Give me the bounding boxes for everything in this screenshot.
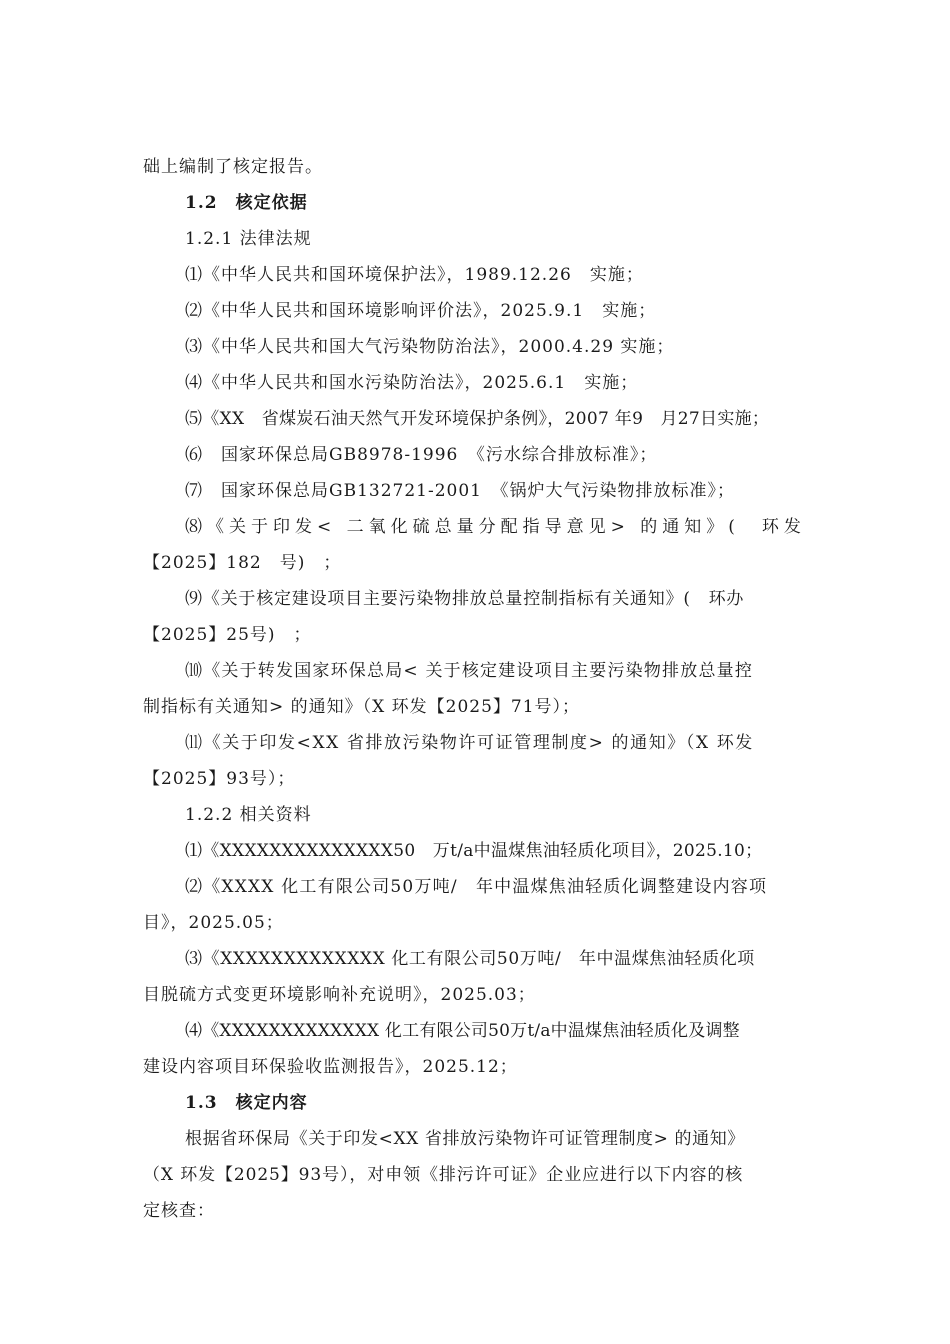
section-heading-1-2: 1.2 核定依据	[185, 193, 308, 213]
list-item-continuation: 制指标有关通知> 的通知》（X 环发【2025】71号）；	[143, 697, 581, 717]
list-item: ⑵《XXXX 化工有限公司50万吨/ 年中温煤焦油轻质化调整建设内容项	[185, 877, 768, 897]
list-item-continuation: 【2025】25号) ；	[143, 625, 312, 645]
list-item: ⑵《中华人民共和国环境影响评价法》，2025.9.1 实施；	[185, 301, 657, 321]
list-item: ⑷《XXXXXXXXXXXXX 化工有限公司50万t/a中温煤焦油轻质化及调整	[185, 1021, 740, 1041]
list-item: ⑻《关于印发< 二氧化硫总量分配指导意见> 的通知》( 环发	[185, 517, 806, 537]
list-item: ⑶《XXXXXXXXXXXXX 化工有限公司50万吨/ 年中温煤焦油轻质化项	[185, 949, 755, 969]
list-item: ⑸《XX 省煤炭石油天然气开发环境保护条例》，2007 年9 月27日实施；	[185, 409, 770, 429]
list-item: ⑴《XXXXXXXXXXXXXX50 万t/a中温煤焦油轻质化项目》，2025.10；	[185, 841, 763, 861]
list-item-continuation: 【2025】182 号) ；	[143, 553, 342, 573]
section-heading-1-3: 1.3 核定内容	[185, 1093, 308, 1113]
list-item: ⑴《中华人民共和国环境保护法》，1989.12.26 实施；	[185, 265, 644, 285]
list-item: ⑺ 国家环保总局GB132721-2001 《锅炉大气污染物排放标准》；	[185, 481, 735, 501]
list-item: ⑼《关于核定建设项目主要污染物排放总量控制指标有关通知》( 环办	[185, 589, 745, 609]
list-item-continuation: 【2025】93号）；	[143, 769, 296, 789]
list-item-continuation: 目》，2025.05；	[143, 913, 284, 933]
subsection-heading-1-2-2: 1.2.2 相关资料	[185, 805, 312, 825]
list-item-continuation: 目脱硫方式变更环境影响补充说明》，2025.03；	[143, 985, 536, 1005]
list-item: ⑶《中华人民共和国大气污染物防治法》，2000.4.29 实施；	[185, 337, 675, 357]
list-item-continuation: 建设内容项目环保验收监测报告》，2025.12；	[143, 1057, 518, 1077]
paragraph-text: （X 环发【2025】93号），对申领《排污许可证》企业应进行以下内容的核	[143, 1165, 744, 1185]
paragraph-text: 定核查：	[143, 1201, 215, 1221]
subsection-heading-1-2-1: 1.2.1 法律法规	[185, 229, 312, 249]
list-item: ⑷《中华人民共和国水污染防治法》，2025.6.1 实施；	[185, 373, 639, 393]
paragraph-text: 根据省环保局《关于印发<XX 省排放污染物许可证管理制度> 的通知》	[185, 1129, 745, 1149]
list-item: ⑹ 国家环保总局GB8978-1996 《污水综合排放标准》；	[185, 445, 658, 465]
list-item: ⑾《关于印发<XX 省排放污染物许可证管理制度> 的通知》（X 环发	[185, 733, 754, 753]
list-item: ⑽《关于转发国家环保总局< 关于核定建设项目主要污染物排放总量控	[185, 661, 754, 681]
text-line: 础上编制了核定报告。	[143, 157, 323, 177]
